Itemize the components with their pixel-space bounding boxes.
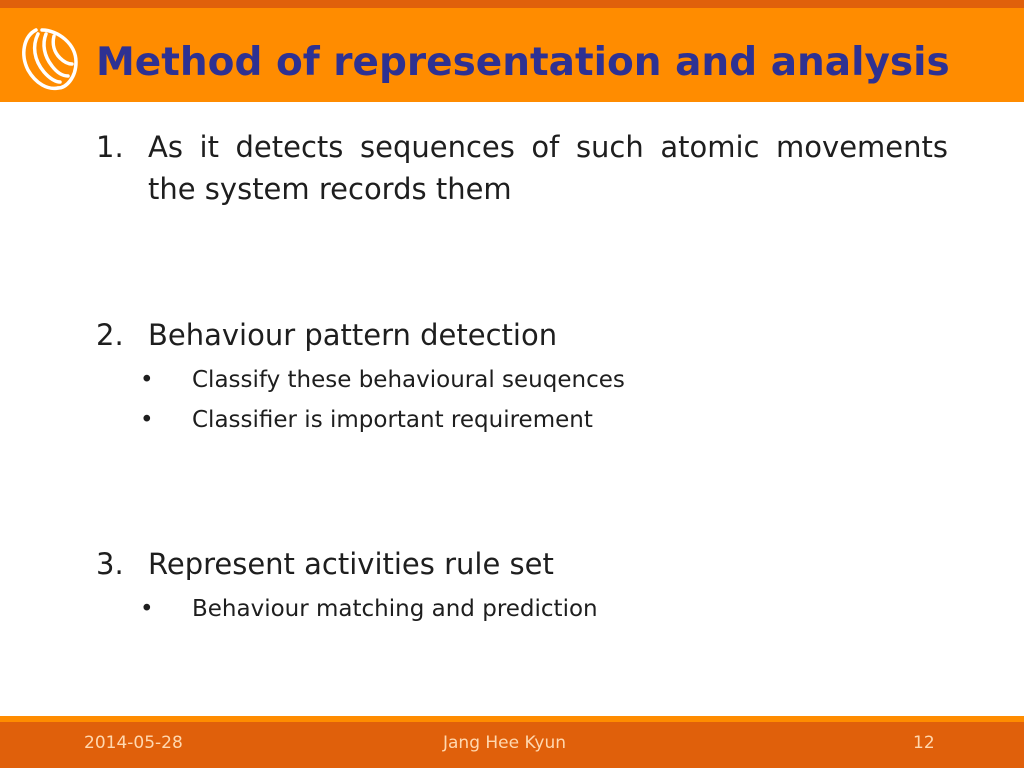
list-item-text: Behaviour pattern detection — [148, 318, 558, 352]
bullet-text: Behaviour matching and prediction — [192, 596, 598, 622]
footer-author: Jang Hee Kyun — [443, 733, 567, 753]
list-number: 3. — [96, 547, 124, 581]
footer-date: 2014-05-28 — [84, 733, 183, 753]
bullet-icon: • — [140, 367, 154, 393]
slide-footer — [0, 722, 1024, 768]
bullet-icon: • — [140, 596, 154, 622]
list-item-text: Represent activities rule set — [148, 547, 554, 581]
list-number: 2. — [96, 318, 124, 352]
bullet-text: Classifier is important requirement — [192, 407, 593, 433]
list-number: 1. — [96, 130, 124, 164]
list-item-text: As it detects sequences of such atomic movements the system records them — [148, 130, 948, 206]
bullet-text: Classify these behavioural seuqences — [192, 367, 625, 393]
slide-title: Method of representation and analysis — [96, 40, 950, 85]
bullet-icon: • — [140, 407, 154, 433]
page-number: 12 — [913, 733, 935, 753]
